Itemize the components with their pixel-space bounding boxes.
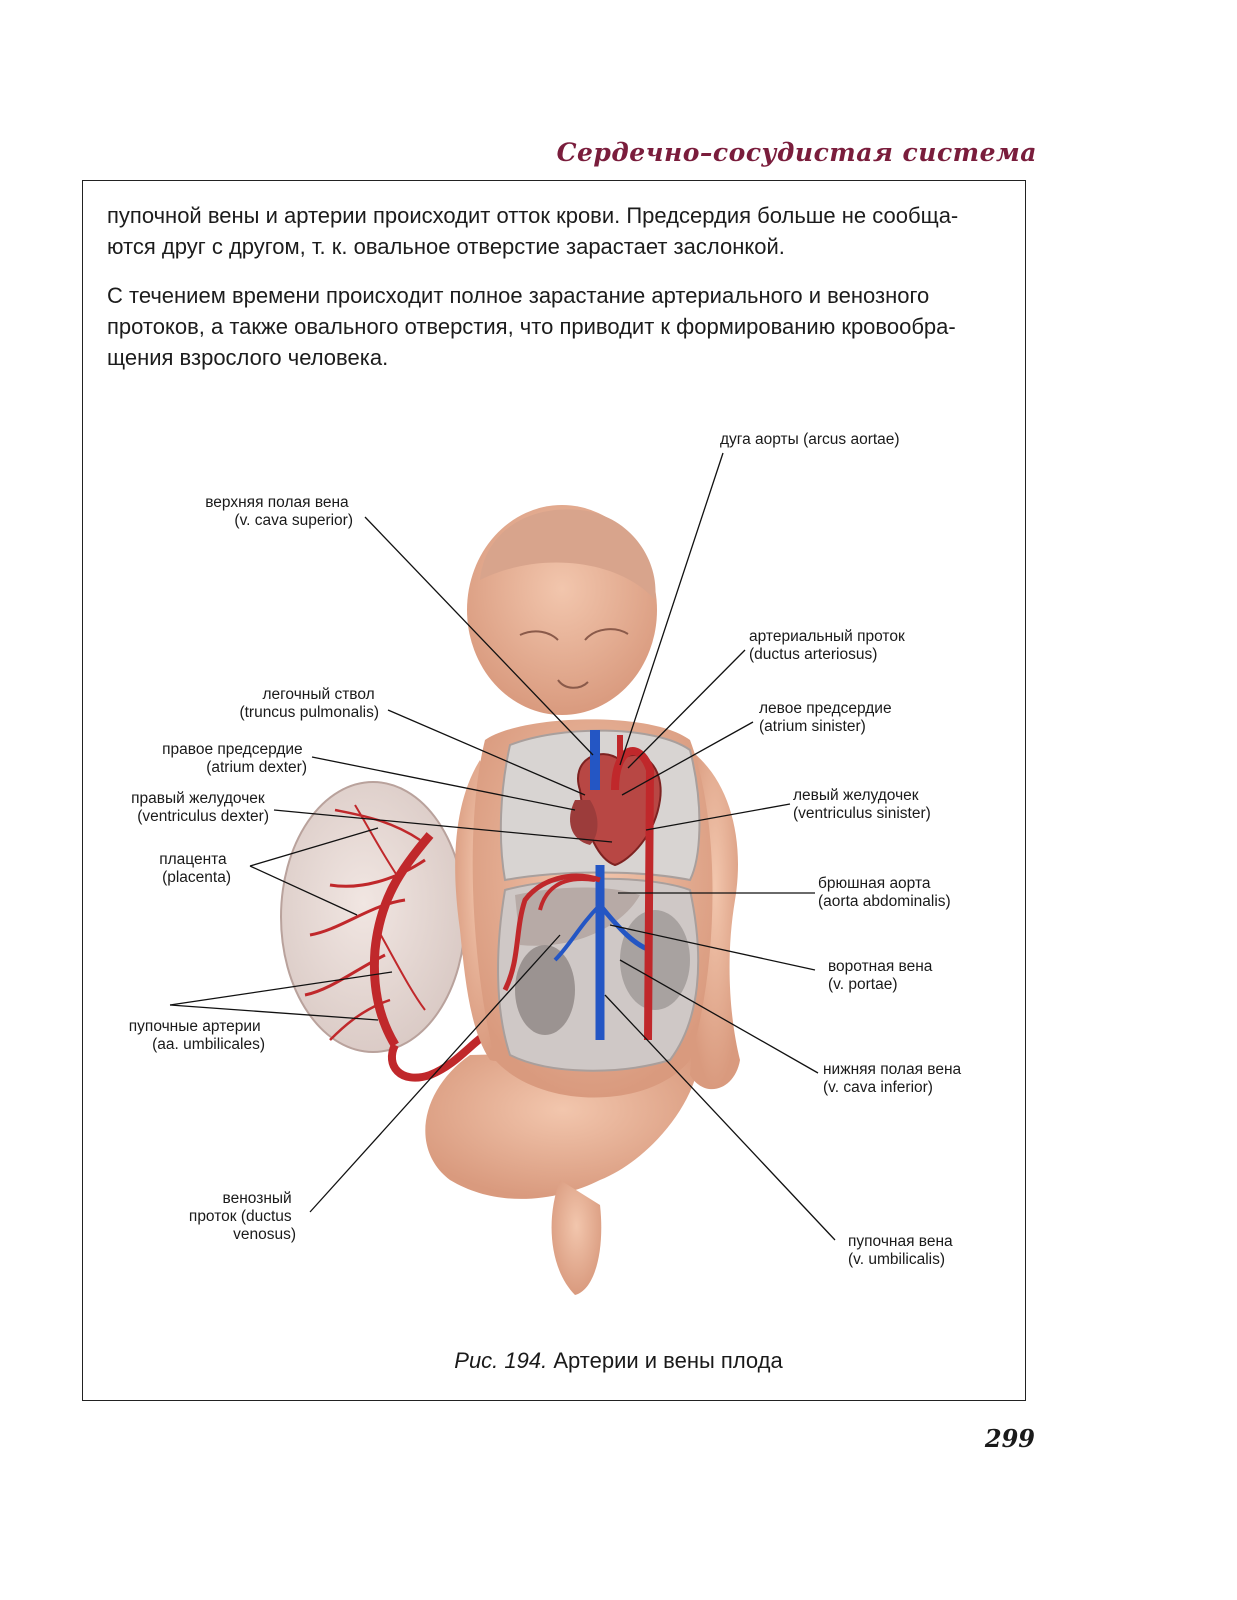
section-title: Сердечно–сосудистая система (556, 138, 1037, 167)
label-vena-cava-inferior: нижняя полая вена (v. cava inferior) (823, 1061, 962, 1096)
figure-number: Рис. 194. (454, 1348, 548, 1373)
paragraph-1-line: пупочной вены и артерии происходит отток крови. Предсердия больше не сообща- (107, 203, 959, 228)
label-ductus-arteriosus: артериальный проток (ductus arteriosus) (749, 628, 905, 663)
placenta-illustration (281, 782, 485, 1078)
paragraph-2-line: протоков, а также овального отверстия, что приводит к формированию кровообра- (107, 314, 956, 339)
label-vena-portae: воротная вена (v. portae) (828, 958, 933, 993)
label-ventriculus-sinister: левый желудочек (ventriculus sinister) (793, 787, 931, 822)
label-ventriculus-dexter: правый желудочек (ventriculus dexter) (131, 790, 269, 825)
label-placenta: плацента (placenta) (159, 851, 231, 886)
label-truncus-pulmonalis: легочный ствол (truncus pulmonalis) (239, 686, 379, 721)
label-vena-cava-superior: верхняя полая вена (v. cava superior) (205, 494, 353, 529)
figure-caption (0, 1348, 1237, 1374)
paragraph-2-line: С течением времени происходит полное зарастание артериального и венозного (107, 283, 930, 308)
fetus-illustration (425, 505, 740, 1295)
figure-title: Артерии и вены плода (553, 1348, 783, 1373)
label-ductus-venosus: венозный проток (ductus venosus) (188, 1190, 296, 1243)
paragraph-2-line: щения взрослого человека. (107, 345, 389, 370)
label-atrium-dexter: правое предсердие (atrium dexter) (162, 741, 307, 776)
label-aorta-abdominalis: брюшная аорта (aorta abdominalis) (818, 875, 951, 910)
label-atrium-sinister: левое предсердие (atrium sinister) (759, 700, 892, 735)
page-number: 299 (984, 1424, 1035, 1453)
label-vena-umbilicalis: пупочная вена (v. umbilicalis) (848, 1233, 953, 1268)
label-aa-umbilicales: пупочные артерии (aa. umbilicales) (128, 1018, 265, 1053)
paragraph-1-line: ются друг с другом, т. к. овальное отверстие зарастает заслонкой. (107, 234, 785, 259)
label-arcus-aortae: дуга аорты (arcus aortae) (720, 431, 900, 448)
